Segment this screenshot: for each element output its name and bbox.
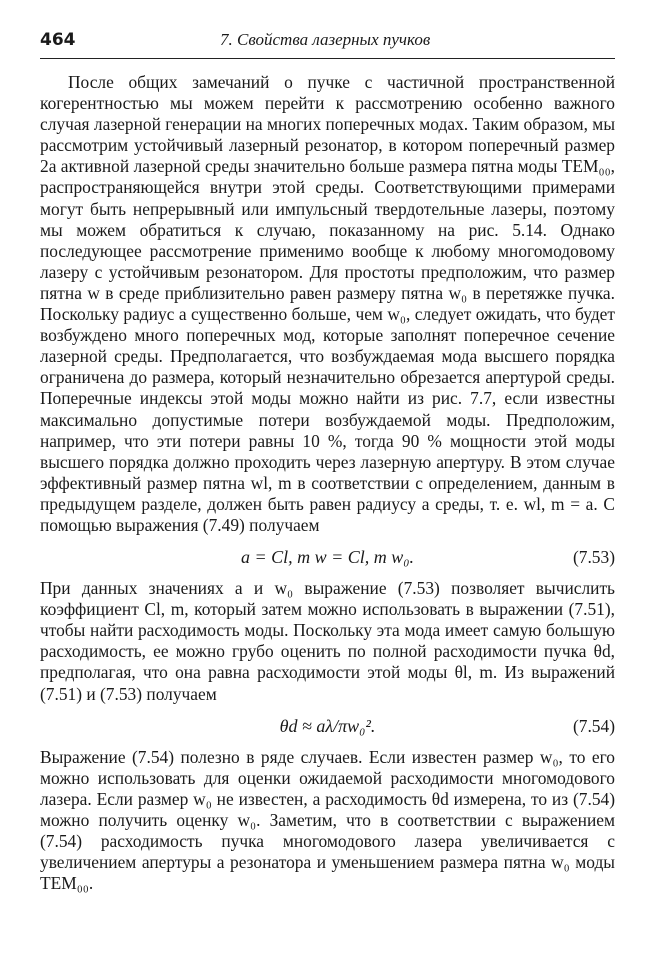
equation-number: (7.53): [572, 547, 615, 568]
equation-7-54: [40, 710, 615, 743]
paragraph-1: После общих замечаний о пучке с частичной пространственной когерентностью мы можем перейти к рассмотрению особенно важного случая лазерной генерации на многих поперечных модах. Таким образом, мы рассмотрим устойчивый лазерный резонатор, в котором поперечный размер 2a активной лазерной среды значительно больше размера пятна моды TEM₀₀, распространяющейся внутри этой среды. Соответствующими примерами могут быть непрерывный или импульсный твердотельные лазеры, поэтому мы можем обратиться к случаю, показанному на рис. 5.14. Однако последующее рассмотрение применимо вообще к любому многомодовому лазеру с устойчивым резонатором. Для простоты предположим, что размер пятна w в среде приблизительно равен размеру пятна w₀ в перетяжке пучка. Поскольку радиус a существенно больше, чем w₀, следует ожидать, что будет возбуждено много поперечных мод, которые заполнят поперечное сечение лазерной среды. Предполагается, что возбуждаемая мода высшего порядка ограничена до размера, который незначительно обрезается апертурой среды. Поперечные индексы этой моды можно найти из рис. 7.7, если известны максимально допустимые потери возбуждаемой моды. Предположим, например, что эти потери равны 10 %, тогда 90 % мощности этой моды высшего порядка должно проходить через лазерную апертуру. В этом случае эффективный размер пятна wl, m в соответствии с определением, данным в предыдущем разделе, должен быть равен радиусу a среды, т. е. wl, m = a. С помощью выражения (7.49) получаем: [40, 72, 615, 535]
paragraph-3: Выражение (7.54) полезно в ряде случаев. Если известен размер w₀, то его можно использовать для оценки ожидаемой расходимости многомодового лазера. Если размер w₀ не известен, а расходимость θd измерена, то из (7.54) можно получить оценку w₀. Заметим, что в соответствии с выражением (7.54) расходимость пучка многомодового лазера увеличивается с увеличением апертуры a резонатора и уменьшением размера пятна w₀ моды TEM₀₀.: [40, 746, 615, 894]
paragraph-2: При данных значениях a и w₀ выражение (7.53) позволяет вычислить коэффициент Cl, m, который затем можно использовать в выражении (7.51), чтобы найти расходимость моды. Поскольку эта мода имеет самую большую расходимость, ее можно грубо оценить по полной расходимости пучка θd, предполагая, что она равна расходимости этой моды θl, m. Из выражений (7.51) и (7.53) получаем: [40, 578, 615, 704]
equation-expression: a = Cl, m w = Cl, m w₀.: [240, 547, 415, 568]
page-body: [40, 72, 615, 894]
running-head: 7. Свойства лазерных пучков: [220, 30, 431, 49]
equation-7-53: [40, 541, 615, 574]
equation-expression: θd ≈ aλ/πw₀².: [279, 715, 376, 736]
page-number: 464: [40, 30, 76, 50]
page-header: [40, 30, 615, 56]
equation-number: (7.54): [572, 715, 615, 736]
header-rule: [40, 58, 615, 59]
